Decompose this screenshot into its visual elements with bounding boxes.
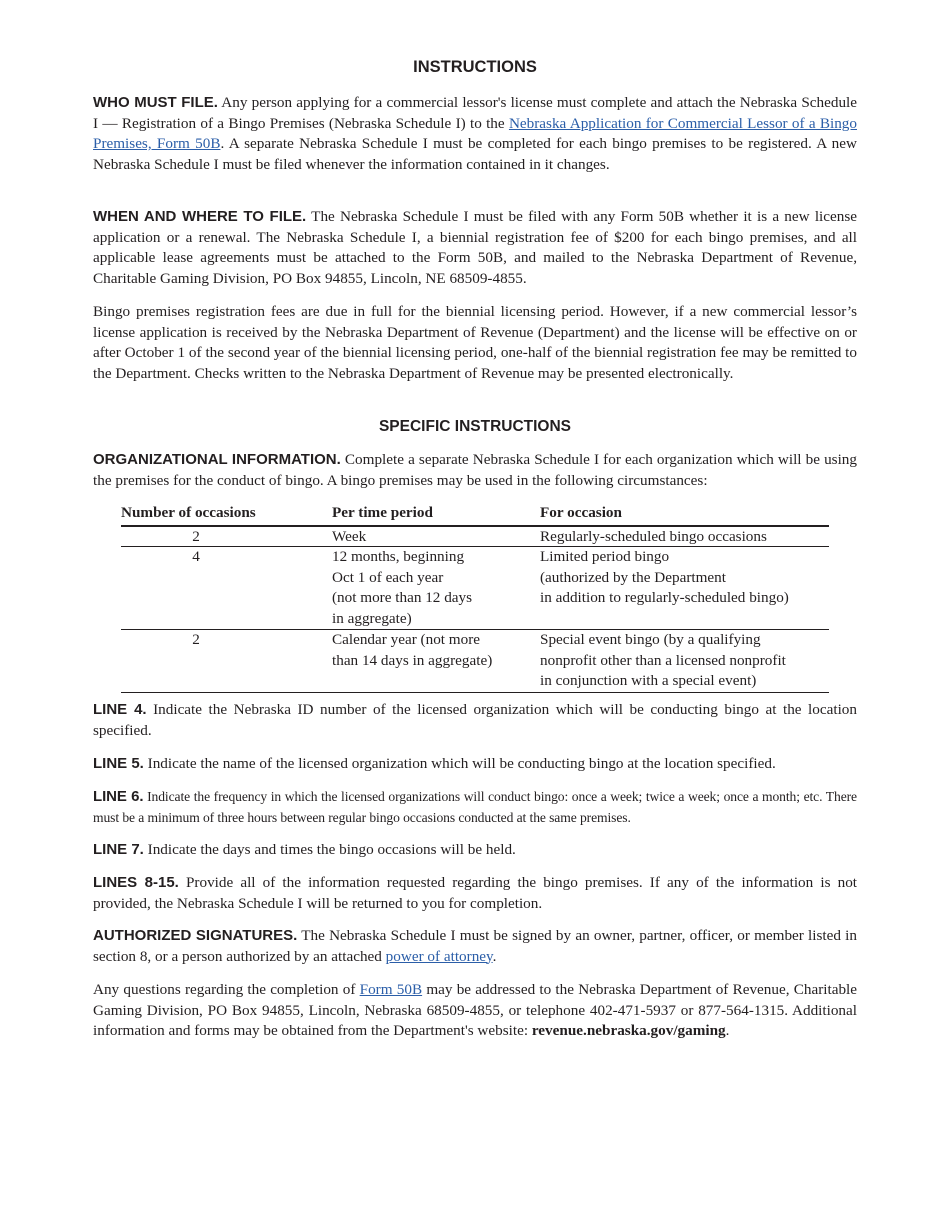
cell-line: (not more than 12 days — [332, 589, 473, 606]
cell-number: 2 — [192, 528, 200, 545]
line-6-paragraph — [93, 787, 857, 828]
org-info-text: Complete a separate Nebraska Schedule I for each organization which will be using the premises for the conduct of bingo. A bingo premises may be used in the following circumstances: — [93, 451, 857, 489]
table-header-row — [121, 503, 829, 527]
occasions-table — [121, 503, 829, 693]
line-7-heading: LINE 7. — [93, 841, 144, 858]
cell-line: Oct 1 of each year — [332, 568, 444, 586]
fees-paragraph: Bingo premises registration fees are due in full for the biennial licensing period. However, if a new commercial lessor’s license application is received by the Nebraska Department of Revenue (Department) and the license will be effective on or after October 1 of the second year of the biennial licensing period, one-half of the biennial registration fee may be remitted to the Department. Checks written to the Nebraska Department of Revenue may be presented electronically. — [93, 303, 857, 382]
signatures-text-1: The Nebraska Schedule I must be signed by an owner, partner, officer, or member listed in section 8, or a person authorized by an attached — [93, 927, 857, 965]
form-50b-link[interactable]: Nebraska Application for Commercial Lessor of a Bingo Premises, Form 50B — [93, 114, 857, 152]
header-for-occasion: For occasion — [540, 504, 622, 521]
questions-text-1: Any questions regarding the completion of — [93, 981, 360, 998]
cell-number: 2 — [192, 631, 200, 648]
questions-paragraph — [93, 980, 857, 1042]
cell-line: in conjunction with a special event) — [540, 672, 757, 689]
website-address: revenue.nebraska.gov/gaming — [531, 1022, 726, 1039]
line-5-text: Indicate the name of the licensed organization which will be conducting bingo at the location specified. — [143, 755, 776, 772]
line-7-paragraph — [93, 840, 857, 861]
line-4-heading: LINE 4. — [93, 701, 147, 718]
who-must-file-heading: WHO MUST FILE. — [93, 94, 218, 111]
lines-8-15-paragraph — [93, 873, 857, 914]
line-4-text: Indicate the Nebraska ID number of the licensed organization which will be conducting bingo at the location specified. — [93, 701, 857, 739]
line-6-text: Indicate the frequency in which the licensed organizations will conduct bingo: once a week; twice a week; once a month; etc. There must be a minimum of three hours between regular bingo occasions conducted at the same premises. — [93, 789, 857, 825]
table-row — [121, 630, 829, 693]
questions-text-3: . — [725, 1022, 730, 1039]
table-row — [121, 527, 829, 547]
cell-line: in addition to regularly-scheduled bingo) — [540, 589, 789, 606]
questions-text-2: may be addressed to the Nebraska Department of Revenue, Charitable Gaming Division, PO Box 94855, Lincoln, Nebraska 68509-4855, or telephone 402-471-5937 or 877-564-1315. Additional information and forms may be obtained from the Department's website: — [93, 981, 858, 1039]
cell-line: Regularly-scheduled bingo occasions — [540, 528, 767, 545]
form-50b-questions-link[interactable]: Form 50B — [359, 981, 423, 998]
cell-occasion — [540, 547, 829, 609]
who-must-file-paragraph — [93, 93, 857, 175]
cell-occasion — [540, 630, 829, 692]
cell-line: Special event bingo (by a qualifying — [540, 631, 761, 648]
when-where-text: The Nebraska Schedule I must be filed with any Form 50B whether it is a new license application or a renewal. The Nebraska Schedule I, a biennial registration fee of $200 for each bingo premises, and all applicable lease agreements must be attached to the Form 50B, and mailed to the Nebraska Department of Revenue, Charitable Gaming Division, PO Box 94855, Lincoln, NE 68509-4855. — [93, 208, 858, 287]
header-per-time-period: Per time period — [332, 504, 433, 521]
cell-period — [332, 527, 532, 548]
cell-line: Limited period bingo — [540, 548, 670, 565]
signatures-paragraph — [93, 926, 857, 967]
power-of-attorney-link[interactable]: power of attorney — [385, 947, 493, 965]
signatures-text-2: . — [492, 947, 497, 965]
who-must-file-text-1: Any person applying for a commercial lessor's license must complete and attach the Nebraska Schedule I — Registration of a Bingo Premises (Nebraska Schedule I) to the — [93, 94, 857, 132]
line-5-paragraph — [93, 754, 857, 775]
lines-8-15-heading: LINES 8-15. — [93, 874, 179, 891]
cell-line: than 14 days in aggregate) — [332, 651, 493, 669]
instructions-title: INSTRUCTIONS — [413, 58, 537, 76]
cell-number: 4 — [192, 548, 200, 565]
cell-period — [332, 547, 532, 629]
header-number-of-occasions: Number of occasions — [121, 504, 256, 521]
cell-line: 12 months, beginning — [332, 548, 465, 565]
table-row — [121, 547, 829, 630]
org-info-heading: ORGANIZATIONAL INFORMATION. — [93, 451, 341, 468]
cell-line: Calendar year (not more — [332, 631, 481, 648]
line-7-text: Indicate the days and times the bingo occasions will be held. — [143, 841, 516, 858]
cell-line: in aggregate) — [332, 609, 412, 627]
line-6-heading: LINE 6. — [93, 788, 144, 805]
when-where-heading: WHEN AND WHERE TO FILE. — [93, 208, 307, 225]
org-info-paragraph — [93, 450, 857, 491]
cell-occasion — [540, 527, 829, 548]
signatures-heading: AUTHORIZED SIGNATURES. — [93, 927, 298, 944]
cell-line: Week — [332, 528, 367, 545]
who-must-file-text-2: . A separate Nebraska Schedule I must be completed for each bingo premises to be registered. A new Nebraska Schedule I must be filed whenever the information contained in it changes. — [93, 135, 857, 173]
when-where-paragraph — [93, 207, 857, 289]
cell-line: (authorized by the Department — [540, 568, 726, 586]
specific-instructions-title: SPECIFIC INSTRUCTIONS — [378, 418, 572, 435]
lines-8-15-text: Provide all of the information requested regarding the bingo premises. If any of the information is not provided, the Nebraska Schedule I will be returned to you for completion. — [93, 874, 858, 912]
cell-line: nonprofit other than a licensed nonprofit — [540, 651, 786, 669]
cell-period — [332, 630, 532, 671]
line-5-heading: LINE 5. — [93, 755, 144, 772]
line-4-paragraph — [93, 700, 857, 741]
